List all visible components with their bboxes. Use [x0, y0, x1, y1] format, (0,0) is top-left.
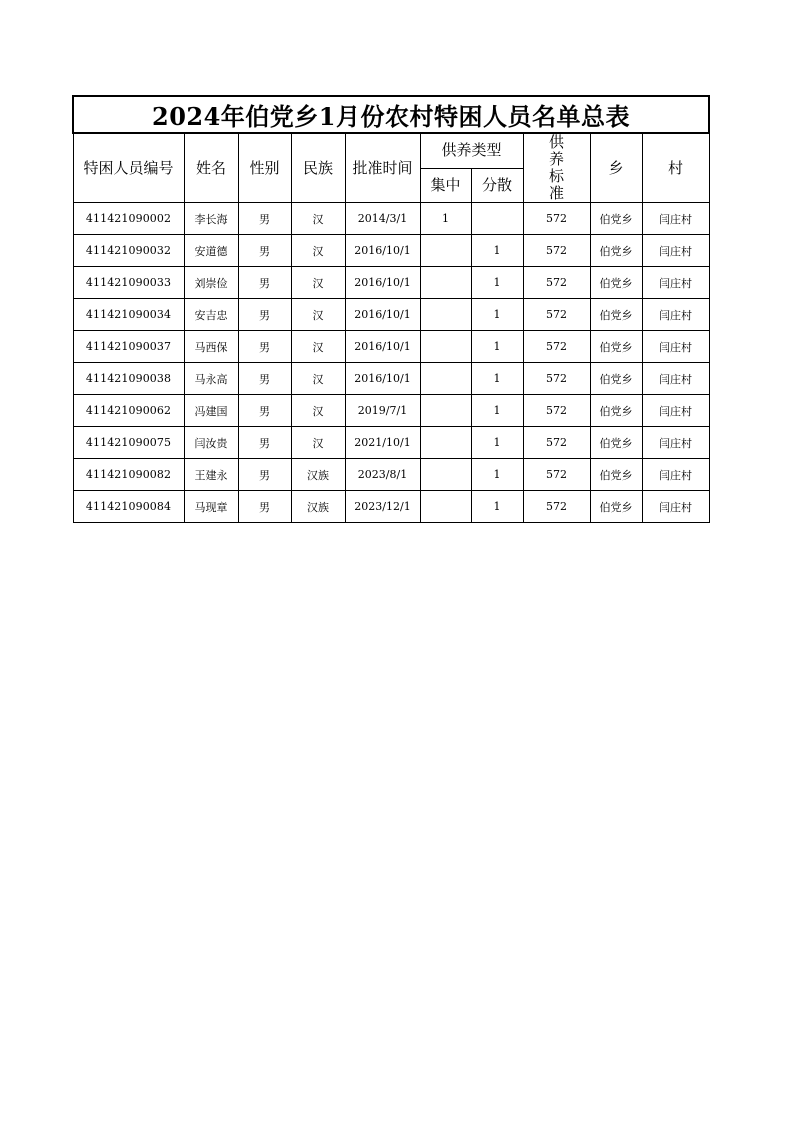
cell-centralized [420, 299, 471, 331]
cell-approval-date: 2016/10/1 [345, 235, 420, 267]
cell-id: 411421090033 [73, 267, 184, 299]
cell-dispersed: 1 [471, 491, 523, 523]
cell-approval-date: 2016/10/1 [345, 299, 420, 331]
cell-dispersed [471, 203, 523, 235]
cell-support-standard: 572 [523, 235, 590, 267]
cell-ethnicity: 汉 [291, 395, 345, 427]
cell-centralized [420, 427, 471, 459]
cell-gender: 男 [238, 267, 291, 299]
cell-name: 安吉忠 [184, 299, 238, 331]
cell-id: 411421090002 [73, 203, 184, 235]
cell-gender: 男 [238, 331, 291, 363]
cell-support-standard: 572 [523, 427, 590, 459]
cell-approval-date: 2016/10/1 [345, 331, 420, 363]
table-row [73, 299, 709, 331]
cell-support-standard: 572 [523, 459, 590, 491]
cell-ethnicity: 汉族 [291, 491, 345, 523]
table-row [73, 267, 709, 299]
cell-township: 伯党乡 [590, 235, 642, 267]
cell-gender: 男 [238, 363, 291, 395]
cell-township: 伯党乡 [590, 267, 642, 299]
cell-name: 李长海 [184, 203, 238, 235]
header-centralized: 集中 [420, 168, 471, 202]
table-row [73, 459, 709, 491]
cell-name: 王建永 [184, 459, 238, 491]
header-village: 村 [642, 133, 709, 203]
cell-centralized: 1 [420, 203, 471, 235]
cell-approval-date: 2021/10/1 [345, 427, 420, 459]
cell-support-standard: 572 [523, 267, 590, 299]
cell-centralized [420, 459, 471, 491]
cell-dispersed: 1 [471, 363, 523, 395]
cell-approval-date: 2023/12/1 [345, 491, 420, 523]
cell-ethnicity: 汉 [291, 203, 345, 235]
table-row [73, 363, 709, 395]
cell-dispersed: 1 [471, 427, 523, 459]
header-support-standard: 供养标准 [523, 133, 590, 203]
cell-township: 伯党乡 [590, 331, 642, 363]
cell-approval-date: 2016/10/1 [345, 267, 420, 299]
cell-id: 411421090034 [73, 299, 184, 331]
cell-dispersed: 1 [471, 299, 523, 331]
cell-id: 411421090038 [73, 363, 184, 395]
cell-ethnicity: 汉 [291, 299, 345, 331]
cell-ethnicity: 汉 [291, 267, 345, 299]
cell-ethnicity: 汉 [291, 235, 345, 267]
cell-name: 马永高 [184, 363, 238, 395]
cell-name: 马现章 [184, 491, 238, 523]
cell-township: 伯党乡 [590, 299, 642, 331]
cell-gender: 男 [238, 491, 291, 523]
cell-village: 闫庄村 [642, 299, 709, 331]
cell-dispersed: 1 [471, 459, 523, 491]
cell-centralized [420, 395, 471, 427]
cell-centralized [420, 331, 471, 363]
cell-dispersed: 1 [471, 267, 523, 299]
cell-name: 马西保 [184, 331, 238, 363]
cell-gender: 男 [238, 395, 291, 427]
header-id: 特困人员编号 [73, 133, 184, 203]
cell-ethnicity: 汉族 [291, 459, 345, 491]
cell-township: 伯党乡 [590, 427, 642, 459]
table-row [73, 203, 709, 235]
cell-id: 411421090062 [73, 395, 184, 427]
cell-village: 闫庄村 [642, 363, 709, 395]
table-row [73, 235, 709, 267]
cell-approval-date: 2016/10/1 [345, 363, 420, 395]
cell-village: 闫庄村 [642, 267, 709, 299]
header-dispersed: 分散 [471, 168, 523, 202]
table-row [73, 395, 709, 427]
table-title: 2024年伯党乡1月份农村特困人员名单总表 [73, 96, 709, 133]
cell-village: 闫庄村 [642, 427, 709, 459]
cell-dispersed: 1 [471, 395, 523, 427]
cell-support-standard: 572 [523, 395, 590, 427]
cell-centralized [420, 267, 471, 299]
cell-name: 闫汝贵 [184, 427, 238, 459]
cell-village: 闫庄村 [642, 459, 709, 491]
cell-support-standard: 572 [523, 299, 590, 331]
cell-dispersed: 1 [471, 235, 523, 267]
table-row [73, 427, 709, 459]
cell-ethnicity: 汉 [291, 363, 345, 395]
cell-township: 伯党乡 [590, 203, 642, 235]
table-row [73, 491, 709, 523]
cell-id: 411421090084 [73, 491, 184, 523]
cell-approval-date: 2023/8/1 [345, 459, 420, 491]
cell-name: 刘崇俭 [184, 267, 238, 299]
cell-gender: 男 [238, 235, 291, 267]
cell-gender: 男 [238, 203, 291, 235]
cell-village: 闫庄村 [642, 331, 709, 363]
cell-gender: 男 [238, 427, 291, 459]
cell-ethnicity: 汉 [291, 331, 345, 363]
cell-township: 伯党乡 [590, 491, 642, 523]
cell-centralized [420, 491, 471, 523]
cell-name: 冯建国 [184, 395, 238, 427]
roster-sheet [72, 95, 708, 523]
cell-ethnicity: 汉 [291, 427, 345, 459]
cell-approval-date: 2019/7/1 [345, 395, 420, 427]
cell-id: 411421090082 [73, 459, 184, 491]
header-support-type: 供养类型 [420, 133, 523, 168]
cell-township: 伯党乡 [590, 459, 642, 491]
cell-support-standard: 572 [523, 363, 590, 395]
cell-township: 伯党乡 [590, 363, 642, 395]
cell-dispersed: 1 [471, 331, 523, 363]
cell-village: 闫庄村 [642, 491, 709, 523]
cell-centralized [420, 235, 471, 267]
cell-id: 411421090032 [73, 235, 184, 267]
cell-approval-date: 2014/3/1 [345, 203, 420, 235]
cell-gender: 男 [238, 299, 291, 331]
cell-township: 伯党乡 [590, 395, 642, 427]
cell-centralized [420, 363, 471, 395]
roster-body [73, 203, 709, 523]
cell-gender: 男 [238, 459, 291, 491]
header-ethnicity: 民族 [291, 133, 345, 203]
cell-support-standard: 572 [523, 203, 590, 235]
header-gender: 性别 [238, 133, 291, 203]
cell-village: 闫庄村 [642, 395, 709, 427]
cell-village: 闫庄村 [642, 203, 709, 235]
cell-id: 411421090075 [73, 427, 184, 459]
cell-support-standard: 572 [523, 331, 590, 363]
cell-id: 411421090037 [73, 331, 184, 363]
cell-support-standard: 572 [523, 491, 590, 523]
roster-table [72, 95, 710, 523]
header-name: 姓名 [184, 133, 238, 203]
table-row [73, 331, 709, 363]
cell-name: 安道德 [184, 235, 238, 267]
header-township: 乡 [590, 133, 642, 203]
cell-village: 闫庄村 [642, 235, 709, 267]
header-approval-date: 批准时间 [345, 133, 420, 203]
